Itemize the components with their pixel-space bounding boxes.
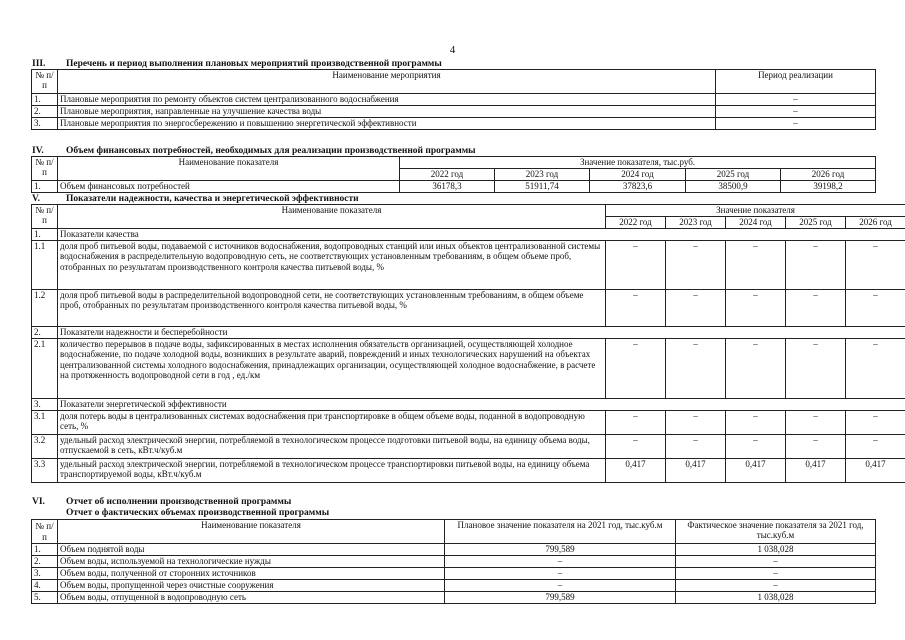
value-cell: 0,417 bbox=[666, 459, 726, 483]
value-cell: – bbox=[606, 241, 666, 290]
header-year: 2022 год bbox=[400, 169, 495, 181]
fact-value: 1 038,028 bbox=[676, 544, 876, 556]
value-cell: 38500,9 bbox=[686, 181, 781, 193]
row-number: 2.1 bbox=[32, 339, 58, 399]
row-name: доля проб питьевой воды, подаваемой с источников водоснабжения, водопроводных станций или иных объектов централизованной системы водоснабжения в распределительную водопроводную сеть, не соответствующих установленным требованиям, в общем объеме проб, отобранных по результатам производственного контроля качества питьевой воды, % bbox=[58, 241, 606, 290]
header-no: № п/п bbox=[32, 520, 58, 544]
value-cell: – bbox=[666, 411, 726, 435]
section-6-title: Отчет об исполнении производственной программы bbox=[66, 497, 292, 507]
header-no: № п/п bbox=[32, 205, 58, 229]
header-value: Значение показателя, тыс.руб. bbox=[400, 157, 876, 169]
header-fact: Фактическое значение показателя за 2021 год, тыс.куб.м bbox=[676, 520, 876, 544]
row-name: Объем воды, пропущенной через очистные сооружения bbox=[58, 580, 445, 592]
section-5-table bbox=[31, 204, 905, 483]
header-period: Период реализации bbox=[716, 70, 876, 94]
table-row bbox=[32, 435, 905, 459]
value-cell: – bbox=[846, 290, 905, 327]
header-year: 2026 год bbox=[781, 169, 876, 181]
plan-value: – bbox=[445, 580, 676, 592]
table-row bbox=[32, 568, 876, 580]
row-period: – bbox=[716, 106, 876, 118]
row-name: Плановые мероприятия по ремонту объектов систем централизованного водоснабжения bbox=[58, 94, 716, 106]
row-number: 5. bbox=[32, 592, 58, 604]
row-number: 3. bbox=[32, 118, 58, 130]
row-number: 3.2 bbox=[32, 435, 58, 459]
plan-value: – bbox=[445, 568, 676, 580]
value-cell: 36178,3 bbox=[400, 181, 495, 193]
value-cell: – bbox=[786, 290, 846, 327]
header-no: № п/п bbox=[32, 157, 58, 181]
header-value: Значение показателя bbox=[606, 205, 905, 217]
header-year: 2025 год bbox=[786, 217, 846, 229]
row-number: 1. bbox=[32, 229, 58, 241]
value-cell: 0,417 bbox=[786, 459, 846, 483]
header-indicator-name: Наименование показателя bbox=[58, 205, 606, 229]
value-cell: – bbox=[846, 241, 905, 290]
section-4-table bbox=[31, 156, 876, 193]
plan-value: 799,589 bbox=[445, 544, 676, 556]
table-row bbox=[32, 290, 905, 327]
header-year: 2024 год bbox=[590, 169, 686, 181]
value-cell: – bbox=[846, 435, 905, 459]
fact-value: – bbox=[676, 556, 876, 568]
row-name: Объем воды, отпущенной в водопроводную сеть bbox=[58, 592, 445, 604]
header-year: 2026 год bbox=[846, 217, 905, 229]
row-number: 1. bbox=[32, 181, 58, 193]
plan-value: 799,589 bbox=[445, 592, 676, 604]
value-cell: – bbox=[846, 411, 905, 435]
value-cell: – bbox=[606, 290, 666, 327]
row-number: 4. bbox=[32, 580, 58, 592]
section-5-title: Показатели надежности, качества и энергетической эффективности bbox=[66, 194, 359, 204]
section-5-number: V. bbox=[32, 194, 41, 204]
section-6-subtitle: Отчет о фактических объемах производственной программы bbox=[66, 508, 330, 518]
table-row bbox=[32, 118, 876, 130]
group-title: Показатели качества bbox=[58, 229, 905, 241]
table-row bbox=[32, 580, 876, 592]
header-year: 2025 год bbox=[686, 169, 781, 181]
section-6-table bbox=[31, 519, 876, 604]
value-cell: – bbox=[666, 435, 726, 459]
row-name: доля потерь воды в централизованных системах водоснабжения при транспортировке в общем объеме воды, поданной в водопроводную сеть, % bbox=[58, 411, 606, 435]
row-name: количество перерывов в подаче воды, зафиксированных в местах исполнения обязательств организацией, осуществляющей холодное водоснабжение, по подаче холодной воды, возникших в результате аварий, повреждений и иных технологических нарушений на объектах централизованной системы холодного водоснабжения, принадлежащих организации, осуществляющей холодное водоснабжение, в расчете на протяженность водопроводной сети в год , ед./км bbox=[58, 339, 606, 399]
table-group-row bbox=[32, 399, 905, 411]
value-cell: – bbox=[726, 290, 786, 327]
table-row bbox=[32, 544, 876, 556]
row-name: Плановые мероприятия по энергосбережению и повышению энергетической эффективности bbox=[58, 118, 716, 130]
value-cell: – bbox=[786, 241, 846, 290]
value-cell: 0,417 bbox=[606, 459, 666, 483]
row-number: 2. bbox=[32, 327, 58, 339]
value-cell: – bbox=[666, 339, 726, 399]
table-row bbox=[32, 459, 905, 483]
table-group-row bbox=[32, 229, 905, 241]
header-plan: Плановое значение показателя на 2021 год, тыс.куб.м bbox=[445, 520, 676, 544]
section-6-heading bbox=[32, 497, 291, 508]
section-3-number: III. bbox=[32, 59, 46, 69]
page-number: 4 bbox=[449, 44, 456, 56]
table-row bbox=[32, 106, 876, 118]
value-cell: – bbox=[606, 339, 666, 399]
plan-value: – bbox=[445, 556, 676, 568]
section-4-title: Объем финансовых потребностей, необходимых для реализации производственной программы bbox=[66, 146, 476, 156]
header-indicator-name: Наименование показателя bbox=[58, 520, 445, 544]
value-cell: – bbox=[846, 339, 905, 399]
header-year: 2024 год bbox=[726, 217, 786, 229]
row-number: 1.2 bbox=[32, 290, 58, 327]
value-cell: – bbox=[606, 411, 666, 435]
table-row bbox=[32, 241, 905, 290]
fact-value: 1 038,028 bbox=[676, 592, 876, 604]
section-3-title: Перечень и период выполнения плановых мероприятий производственной программы bbox=[66, 59, 442, 69]
value-cell: – bbox=[606, 435, 666, 459]
row-number: 3. bbox=[32, 399, 58, 411]
row-number: 3.3 bbox=[32, 459, 58, 483]
value-cell: – bbox=[666, 241, 726, 290]
value-cell: 51911,74 bbox=[495, 181, 590, 193]
table-row bbox=[32, 339, 905, 399]
value-cell: 39198,2 bbox=[781, 181, 876, 193]
table-group-row bbox=[32, 327, 905, 339]
value-cell: 0,417 bbox=[846, 459, 905, 483]
row-number: 1.1 bbox=[32, 241, 58, 290]
value-cell: 37823,6 bbox=[590, 181, 686, 193]
row-period: – bbox=[716, 94, 876, 106]
row-number: 2. bbox=[32, 556, 58, 568]
row-number: 3. bbox=[32, 568, 58, 580]
row-number: 1. bbox=[32, 94, 58, 106]
row-name: Плановые мероприятия, направленные на улучшение качества воды bbox=[58, 106, 716, 118]
group-title: Показатели надежности и бесперебойности bbox=[58, 327, 905, 339]
table-row bbox=[32, 94, 876, 106]
row-name: доля проб питьевой воды в распределительной водопроводной сети, не соответствующих установленным требованиям, в общем объеме проб, отобранных по результатам производственного контроля качества питьевой воды, % bbox=[58, 290, 606, 327]
group-title: Показатели энергетической эффективности bbox=[58, 399, 905, 411]
table-row bbox=[32, 411, 905, 435]
section-4-number: IV. bbox=[32, 146, 44, 156]
table-row bbox=[32, 592, 876, 604]
section-6-number: VI. bbox=[32, 497, 45, 507]
row-name: Объем поднятой воды bbox=[58, 544, 445, 556]
section-3-table bbox=[31, 69, 876, 130]
value-cell: – bbox=[786, 411, 846, 435]
table-row bbox=[32, 556, 876, 568]
row-number: 1. bbox=[32, 544, 58, 556]
row-name: Объем воды, используемой на технологические нужды bbox=[58, 556, 445, 568]
row-name: Объем финансовых потребностей bbox=[58, 181, 400, 193]
value-cell: 0,417 bbox=[726, 459, 786, 483]
table-row bbox=[32, 181, 876, 193]
row-name: Объем воды, полученной от сторонних источников bbox=[58, 568, 445, 580]
header-year: 2022 год bbox=[606, 217, 666, 229]
row-number: 3.1 bbox=[32, 411, 58, 435]
row-number: 2. bbox=[32, 106, 58, 118]
row-name: удельный расход электрической энергии, потребляемой в технологическом процессе подготовки питьевой воды, на единицу объема воды, отпускаемой в сеть, кВт.ч/куб.м bbox=[58, 435, 606, 459]
value-cell: – bbox=[726, 339, 786, 399]
value-cell: – bbox=[786, 339, 846, 399]
value-cell: – bbox=[666, 290, 726, 327]
header-no: № п/п bbox=[32, 70, 58, 94]
fact-value: – bbox=[676, 580, 876, 592]
value-cell: – bbox=[726, 241, 786, 290]
fact-value: – bbox=[676, 568, 876, 580]
value-cell: – bbox=[786, 435, 846, 459]
row-period: – bbox=[716, 118, 876, 130]
header-year: 2023 год bbox=[495, 169, 590, 181]
row-name: удельный расход электрической энергии, потребляемой в технологическом процессе транспортировки питьевой воды, на единицу объема транспортируемой воды, кВт.ч/куб.м bbox=[58, 459, 606, 483]
value-cell: – bbox=[726, 411, 786, 435]
header-year: 2023 год bbox=[666, 217, 726, 229]
header-indicator-name: Наименование показателя bbox=[58, 157, 400, 181]
header-activity-name: Наименование мероприятия bbox=[58, 70, 716, 94]
value-cell: – bbox=[726, 435, 786, 459]
